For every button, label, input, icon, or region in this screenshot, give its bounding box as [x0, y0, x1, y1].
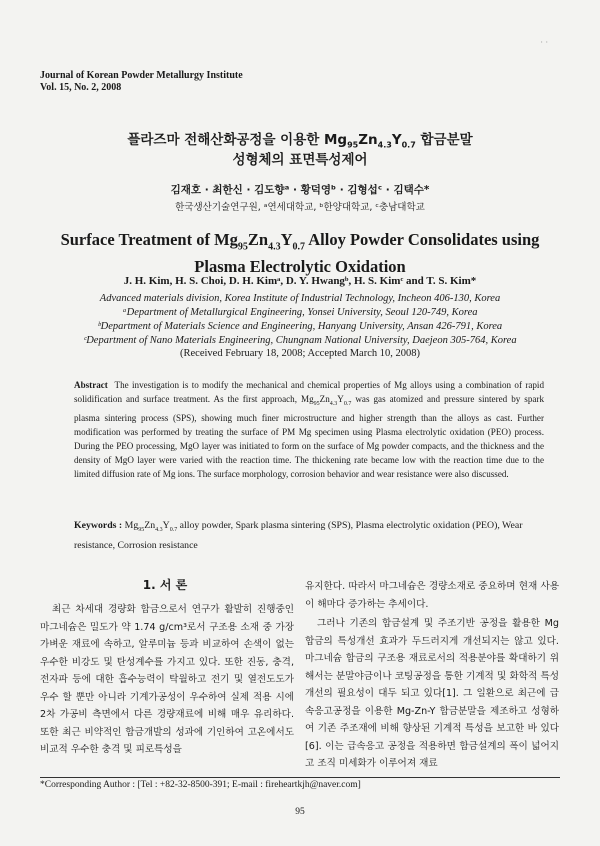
korean-authors: 김재호 · 최한신 · 김도향ᵃ · 황덕영ᵇ · 김형섭ᶜ · 김택수* [170, 184, 430, 196]
paragraph: 유지한다. 따라서 마그네슘은 경량소재로 중요하며 현재 사용이 해마다 증가하는 추세이다. [305, 581, 559, 610]
keywords-label: Keywords : [74, 520, 123, 531]
affiliation: ᶜDepartment of Nano Materials Engineering, Chungnam National University, Daejeon 305-764, Korea [83, 335, 517, 346]
english-authors: J. H. Kim, H. S. Choi, D. H. Kimᵃ, D. Y. Hwangᵇ, H. S. Kimᶜ and T. S. Kim* [123, 275, 477, 287]
journal-volume: Vol. 15, No. 2, 2008 [40, 82, 122, 93]
korean-title: 플라즈마 전해산화공정을 이용한 $Mg_{95}Zn_{4.3}Y_{0.7}$ 합금분말 [127, 132, 473, 150]
keywords: Keywords : $Mg_{95}Zn_{4.3}Y_{0.7}$ alloy powder, Spark plasma sintering (SPS), Plasma electrolytic oxidation (PEO), Wear resistance, Corrosion resistance [74, 520, 523, 551]
scan-marks: · · [540, 38, 548, 47]
affiliation: Advanced materials division, Korea Institute of Industrial Technology, Incheon 406-130, Korea [99, 293, 501, 304]
journal-name: Journal of Korean Powder Metallurgy Institute [40, 70, 243, 81]
corresponding-author-footnote: *Corresponding Author : [Tel : +82-32-8500-391; E-mail : fireheartkjh@naver.com] [40, 780, 361, 790]
paragraph: 최근 차세대 경량화 합금으로서 연구가 활발히 진행중인 마그네슘은 밀도가 약 1.74 g/cm³로서 구조용 소재 중 가장 가벼운 재료에 속하고, 알루미늄 등과 비교하여 손색이 없는 우수한 비강도 및 탄성계수를 가지고 있다. 또한 진동, 충격, 전자파 등에 대한 흡수능력이 탁월하고 전기 및 열전도도가 우수 할 뿐만 아니라 기계가공성이 우수하여 실제 적용 시에 2차 가공비 측면에서 다른 경량재료에 비해 매우 유리하다. 또한 최근 비약적인 합금개발의 성과에 기인하여 고온에서도 비교적 우수한 충격 및 피로특성을 [40, 604, 294, 755]
left-column [40, 601, 294, 759]
affiliation: ᵃDepartment of Metallurgical Engineering, Yonsei University, Seoul 120-749, Korea [122, 307, 478, 318]
affiliation: ᵇDepartment of Materials Science and Engineering, Hanyang University, Ansan 426-791, Korea [97, 321, 503, 332]
english-title [0, 230, 600, 277]
paragraph: 그러나 기존의 합금설계 및 주조기반 공정을 활용한 Mg 합금의 특성개선 효과가 두드러지게 개선되지는 않고 있다. 마그네슘 합금의 구조용 재료로서의 적용분야를 확대하기 위해서는 분말야금이나 코팅공정을 통한 기계적 및 화학적 특성 개선의 필요성이 대두 되고 있다[1]. 그 일환으로 최근에 급속응고공정을 이용한 Mg-Zn-Y 합금분말을 제조하고 성형하여 기존 주조재에 비해 향상된 기계적 특성을 보고한 바 있다[6]. 이는 급속응고 공정을 적용하면 합금설계의 폭이 넓어지고 조직 미세화가 이루어져 재료 [305, 618, 559, 769]
abstract: Abstract The investigation is to modify the mechanical and chemical properties of Mg alloys using a combination of rapid solidification and surface treatment. As the first approach, $Mg_{95}Zn_{4.3}Y_{0.7}$ was gas atomized and pressure sintered by spark plasma sintering process (SPS), showing much finer microstructure and higher strength than the alloys as cast. Further modification was performed by treating the surface of PM Mg specimen using Plasma electrolytic oxidation (PEO) process. During the PEO processing, MgO layer was initiated to form on the surface of Mg powder compacts, and the thickness and the density of MgO layer were varied with the reaction time. The thickening rate became low with the reaction time due to the limited diffusion rate of Mg ions. The surface morphology, corrosion behavior and wear resistance were also discussed. [74, 380, 545, 480]
english-title-line2: Plasma Electrolytic Oxidation [194, 257, 406, 277]
received-dates: (Received February 18, 2008; Accepted March 10, 2008) [180, 348, 420, 359]
right-column [305, 578, 559, 773]
english-title-line1: Surface Treatment of $Mg_{95}Zn_{4.3}Y_{0.7}$ Alloy Powder Consolidates using [60, 230, 540, 253]
page-number: 95 [295, 807, 305, 817]
korean-affiliations: 한국생산기술연구원, ᵃ연세대학교, ᵇ한양대학교, ᶜ충남대학교 [175, 202, 425, 213]
korean-title-line2: 성형체의 표면특성제어 [232, 152, 368, 168]
section-title: 1. 서 론 [142, 578, 188, 592]
abstract-label: Abstract [74, 380, 108, 390]
journal-header [40, 70, 243, 94]
footnote-divider [40, 777, 560, 778]
